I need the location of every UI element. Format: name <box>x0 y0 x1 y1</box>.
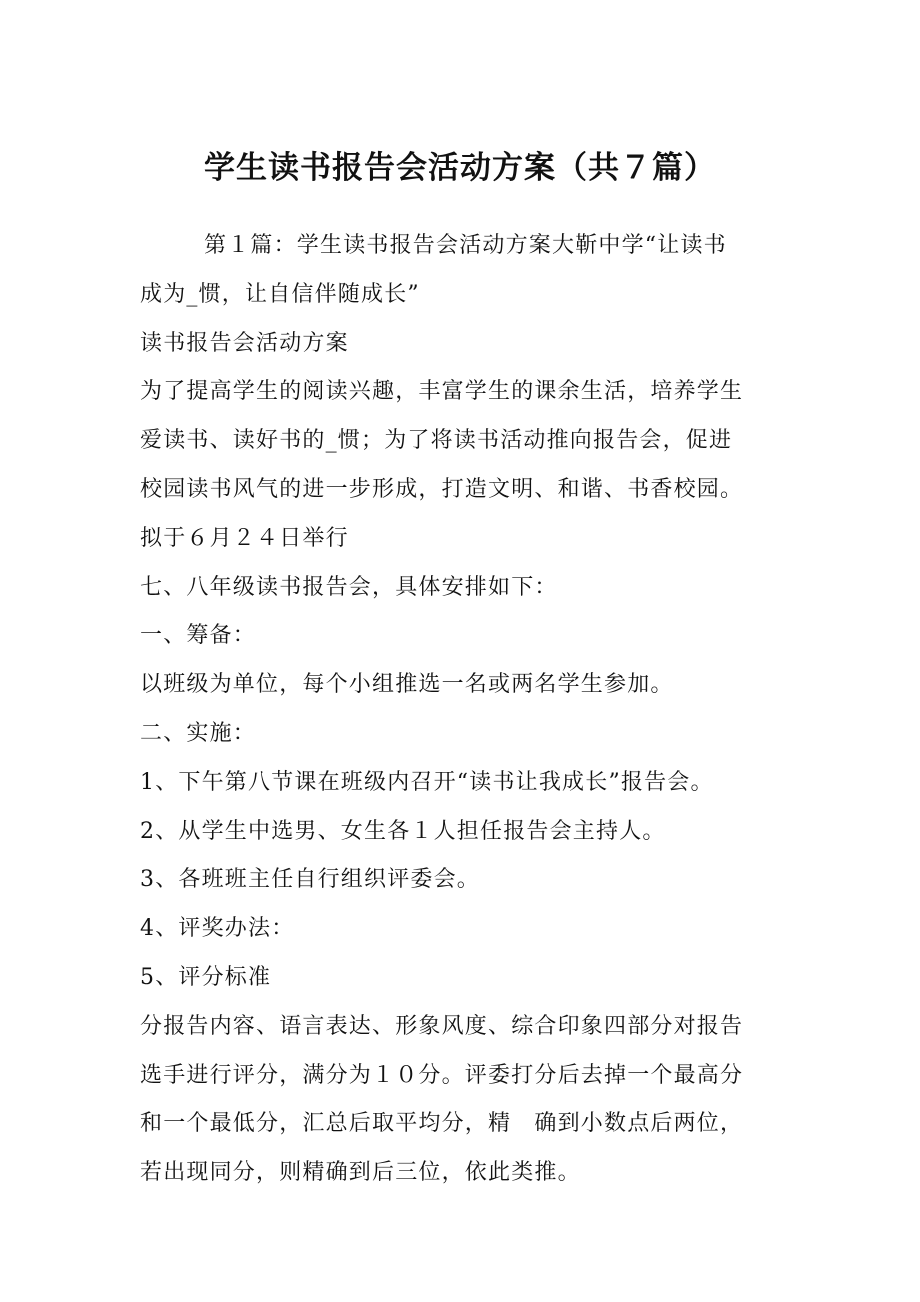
paragraph-line: 校园读书风气的进一步形成，打造文明、和谐、书香校园。 <box>140 476 744 502</box>
paragraph-line: 和一个最低分，汇总后取平均分，精 确到小数点后两位， <box>140 1111 744 1137</box>
paragraph-line: 分报告内容、语言表达、形象风度、综合印象四部分对报告 <box>140 1013 744 1039</box>
document-title: 学生读书报告会活动方案（共７篇） <box>204 150 716 186</box>
list-item: 5、评分标准 <box>140 964 272 990</box>
paragraph-line: 选手进行评分，满分为１０分。评委打分后去掉一个最高分 <box>140 1062 744 1088</box>
list-item: 1、下午第八节课在班级内召开“读书让我成长”报告会。 <box>140 769 714 795</box>
document-body <box>140 222 800 1198</box>
paragraph-line: 七、八年级读书报告会，具体安排如下： <box>140 574 558 600</box>
list-item: 3、各班班主任自行组织评委会。 <box>140 867 480 893</box>
paragraph-line: 为了提高学生的阅读兴趣，丰富学生的课余生活，培养学生 <box>140 379 744 405</box>
section-heading: 一、筹备： <box>140 623 257 649</box>
paragraph-line: 若出现同分，则精确到后三位，依此类推。 <box>140 1160 581 1186</box>
list-item: 4、评奖办法： <box>140 916 295 942</box>
paragraph-line: 成为_惯，让自信伴随成长” <box>140 281 420 307</box>
paragraph-line: 第１篇：学生读书报告会活动方案大靳中学“让读书 <box>204 233 727 258</box>
paragraph-line: 拟于６月２４日举行 <box>140 525 349 551</box>
paragraph-line: 读书报告会活动方案 <box>140 330 349 356</box>
paragraph-line: 以班级为单位，每个小组推选一名或两名学生参加。 <box>140 672 674 698</box>
paragraph-line: 爱读书、读好书的_惯；为了将读书活动推向报告会，促进 <box>140 428 733 454</box>
list-item: 2、从学生中选男、女生各１人担任报告会主持人。 <box>140 818 666 844</box>
section-heading: 二、实施： <box>140 720 257 746</box>
